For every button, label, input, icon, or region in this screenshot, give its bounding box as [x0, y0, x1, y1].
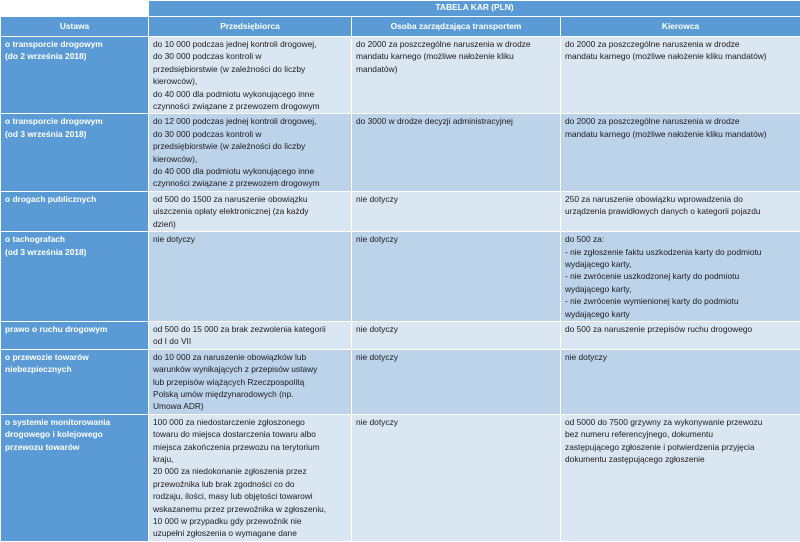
- law-cell: [1, 114, 149, 191]
- cell-text-line: (od 3 września 2018): [5, 128, 144, 140]
- cell-text-line: Polską umów międzynarodowych (np.: [153, 388, 347, 400]
- cell-text-line: czynności związane z przewozem drogowym: [153, 177, 347, 189]
- osoba-cell: [352, 191, 561, 231]
- cell-text-line: od 500 do 15 000 za brak zezwolenia kategorii: [153, 323, 347, 335]
- law-cell: [1, 232, 149, 322]
- cell-text-line: kraju,: [153, 453, 347, 465]
- cell-text-line: do 10 000 podczas jednej kontroli drogowej,: [153, 38, 347, 50]
- table-row: [1, 191, 800, 231]
- cell-text-line: bez numeru referencyjnego, dokumentu: [565, 428, 796, 440]
- table-row: [1, 321, 800, 349]
- cell-text-line: do 12 000 podczas jednej kontroli drogowej,: [153, 115, 347, 127]
- kierowca-cell: [561, 414, 800, 541]
- cell-text-line: do 10 000 za naruszenie obowiązków lub: [153, 351, 347, 363]
- cell-text-line: Umowa ADR): [153, 400, 347, 412]
- table-row: [1, 349, 800, 414]
- header-osoba: Osoba zarządzająca transportem: [352, 17, 561, 37]
- cell-text-line: nie dotyczy: [565, 351, 796, 363]
- cell-text-line: kierowców),: [153, 75, 347, 87]
- cell-text-line: mandatu karnego (możliwe nałożenie kliku mandatów): [565, 50, 796, 62]
- przedsiebiorca-cell: [149, 37, 352, 114]
- cell-text-line: do 30 000 podczas kontroli w: [153, 50, 347, 62]
- cell-text-line: lub przepisów wiążących Rzeczpospolitą: [153, 376, 347, 388]
- cell-text-line: warunków wynikających z przepisów ustawy: [153, 363, 347, 375]
- cell-text-line: nie dotyczy: [356, 416, 556, 428]
- przedsiebiorca-cell: [149, 414, 352, 541]
- cell-text-line: (do 2 września 2018): [5, 50, 144, 62]
- law-cell: [1, 37, 149, 114]
- cell-text-line: rodzaju, ilości, masy lub objętości towarowi: [153, 490, 347, 502]
- cell-text-line: czynności związane z przewozem drogowym: [153, 100, 347, 112]
- cell-text-line: do 500 za naruszenie przepisów ruchu drogowego: [565, 323, 796, 335]
- cell-text-line: przedsiębiorstwie (w zależności do liczby: [153, 140, 347, 152]
- cell-text-line: o systemie monitorowania: [5, 416, 144, 428]
- cell-text-line: o przewozie towarów: [5, 351, 144, 363]
- table-row: [1, 114, 800, 191]
- table-row: [1, 37, 800, 114]
- cell-text-line: do 30 000 podczas kontroli w: [153, 128, 347, 140]
- header-ustawa: Ustawa: [1, 17, 149, 37]
- przedsiebiorca-cell: [149, 349, 352, 414]
- kierowca-cell: [561, 191, 800, 231]
- cell-text-line: uiszczenia opłaty elektronicznej (za każdy: [153, 205, 347, 217]
- osoba-cell: [352, 37, 561, 114]
- przedsiebiorca-cell: [149, 114, 352, 191]
- cell-text-line: nie dotyczy: [356, 351, 556, 363]
- cell-text-line: do 40 000 dla podmiotu wykonującego inne: [153, 165, 347, 177]
- cell-text-line: 250 za naruszenie obowiązku wprowadzenia do: [565, 193, 796, 205]
- cell-text-line: przewozu towarów: [5, 441, 144, 453]
- cell-text-line: przewoźnika lub brak zgodności co do: [153, 478, 347, 490]
- cell-text-line: do 40 000 dla podmiotu wykonującego inne: [153, 88, 347, 100]
- table-title-row: [1, 1, 800, 17]
- cell-text-line: uzupełni zgłoszenia o wymagane dane: [153, 527, 347, 539]
- cell-text-line: niebezpiecznych: [5, 363, 144, 375]
- cell-text-line: do 500 za:: [565, 233, 796, 245]
- cell-text-line: zastępującego zgłoszenie i potwierdzenia przyjęcia: [565, 441, 796, 453]
- cell-text-line: prawo o ruchu drogowym: [5, 323, 144, 335]
- table-header-row: [1, 17, 800, 37]
- cell-text-line: nie dotyczy: [356, 323, 556, 335]
- cell-text-line: o transporcie drogowym: [5, 38, 144, 50]
- cell-text-line: miejsca zakończenia przewozu na terytorium: [153, 441, 347, 453]
- cell-text-line: wydającego karty: [565, 308, 796, 320]
- cell-text-line: do 2000 za poszczególne naruszenia w drodze: [565, 38, 796, 50]
- cell-text-line: nie dotyczy: [356, 233, 556, 245]
- law-cell: [1, 191, 149, 231]
- cell-text-line: 100 000 za niedostarczenie zgłoszonego: [153, 416, 347, 428]
- title-spacer: [1, 1, 149, 17]
- cell-text-line: - nie zwrócenie wymienionej karty do podmiotu: [565, 295, 796, 307]
- cell-text-line: towaru do miejsca dostarczenia towaru albo: [153, 428, 347, 440]
- cell-text-line: o transporcie drogowym: [5, 115, 144, 127]
- cell-text-line: nie dotyczy: [153, 233, 347, 245]
- osoba-cell: [352, 321, 561, 349]
- kierowca-cell: [561, 349, 800, 414]
- cell-text-line: dokumentu zastępującego zgłoszenie: [565, 453, 796, 465]
- przedsiebiorca-cell: [149, 321, 352, 349]
- cell-text-line: 20 000 za niedokonanie zgłoszenia przez: [153, 465, 347, 477]
- cell-text-line: - nie zwrócenie uszkodzonej karty do podmiotu: [565, 270, 796, 282]
- law-cell: [1, 321, 149, 349]
- table-row: [1, 232, 800, 322]
- cell-text-line: mandatów): [356, 63, 556, 75]
- cell-text-line: kierowców),: [153, 153, 347, 165]
- osoba-cell: [352, 349, 561, 414]
- cell-text-line: do 2000 za poszczególne naruszenia w drodze: [565, 115, 796, 127]
- table-title: TABELA KAR (PLN): [149, 1, 800, 17]
- cell-text-line: wydającego karty,: [565, 283, 796, 295]
- header-przedsiebiorca: Przedsiębiorca: [149, 17, 352, 37]
- law-cell: [1, 349, 149, 414]
- cell-text-line: do 3000 w drodze decyzji administracyjnej: [356, 115, 556, 127]
- kierowca-cell: [561, 114, 800, 191]
- cell-text-line: mandatu karnego (możliwe nałożenie kliku: [356, 50, 556, 62]
- cell-text-line: urządzenia prawidłowych danych o kategorii pojazdu: [565, 205, 796, 217]
- przedsiebiorca-cell: [149, 232, 352, 322]
- law-cell: [1, 414, 149, 541]
- cell-text-line: od 500 do 1500 za naruszenie obowiązku: [153, 193, 347, 205]
- przedsiebiorca-cell: [149, 191, 352, 231]
- header-kierowca: Kierowca: [561, 17, 800, 37]
- kierowca-cell: [561, 37, 800, 114]
- cell-text-line: (od 3 września 2018): [5, 246, 144, 258]
- cell-text-line: o drogach publicznych: [5, 193, 144, 205]
- cell-text-line: drogowego i kolejowego: [5, 428, 144, 440]
- cell-text-line: 10 000 w przypadku gdy przewoźnik nie: [153, 515, 347, 527]
- cell-text-line: mandatu karnego (możliwe nałożenie kliku mandatów): [565, 128, 796, 140]
- cell-text-line: - nie zgłoszenie faktu uszkodzenia karty do podmiotu: [565, 246, 796, 258]
- table-row: [1, 414, 800, 541]
- cell-text-line: o tachografach: [5, 233, 144, 245]
- cell-text-line: wskazanemu przez przewoźnika w zgłoszeniu,: [153, 503, 347, 515]
- cell-text-line: do 2000 za poszczególne naruszenia w drodze: [356, 38, 556, 50]
- kierowca-cell: [561, 232, 800, 322]
- cell-text-line: dzień): [153, 218, 347, 230]
- cell-text-line: od 5000 do 7500 grzywny za wykonywanie przewozu: [565, 416, 796, 428]
- kierowca-cell: [561, 321, 800, 349]
- cell-text-line: od I do VII: [153, 335, 347, 347]
- osoba-cell: [352, 232, 561, 322]
- table-body: [1, 37, 800, 542]
- cell-text-line: nie dotyczy: [356, 193, 556, 205]
- cell-text-line: przedsiębiorstwie (w zależności do liczby: [153, 63, 347, 75]
- osoba-cell: [352, 414, 561, 541]
- osoba-cell: [352, 114, 561, 191]
- cell-text-line: wydającego karty,: [565, 258, 796, 270]
